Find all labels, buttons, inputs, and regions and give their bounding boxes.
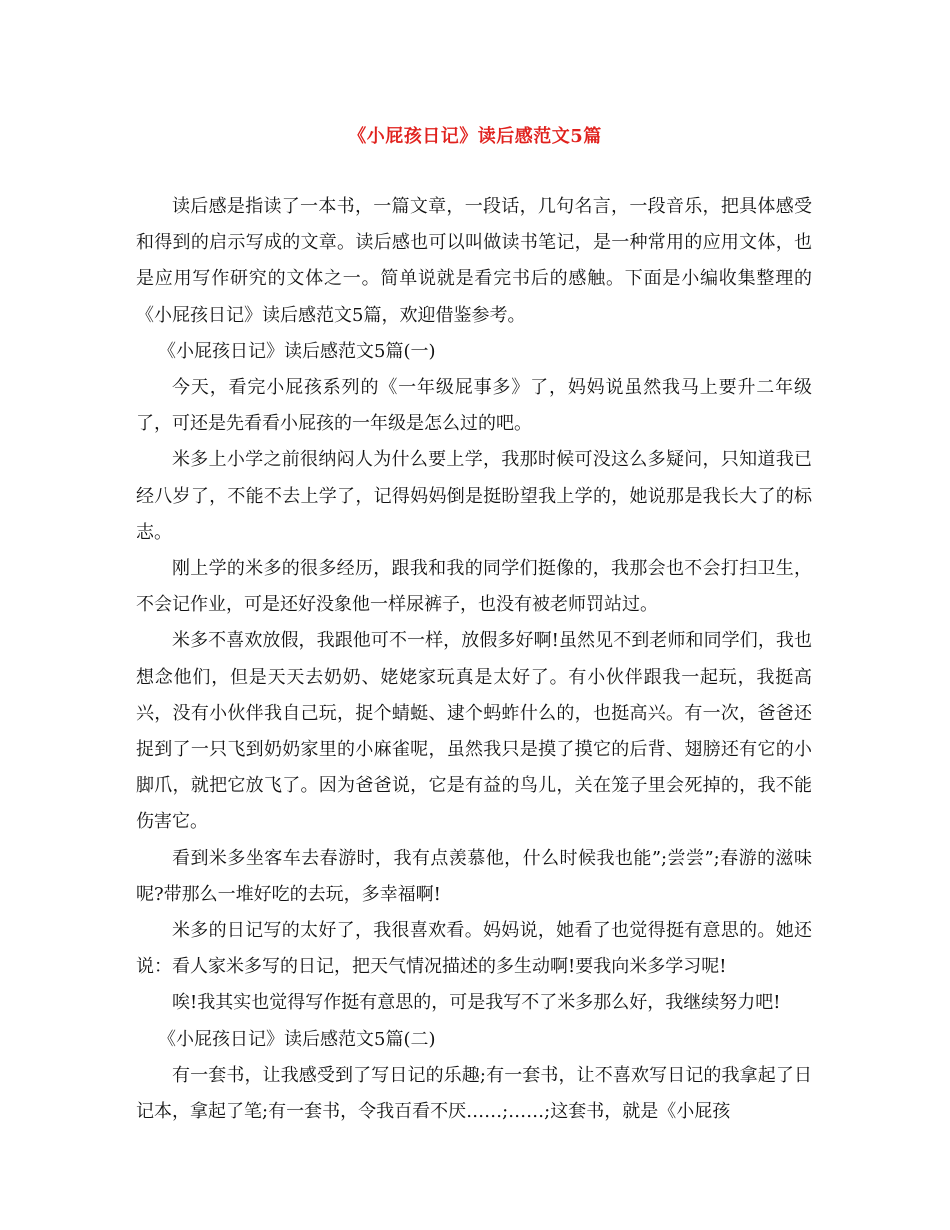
section-heading-1: 《小屁孩日记》读后感范文5篇(一) [158, 340, 436, 362]
body-paragraph: 刚上学的米多的很多经历，跟我和我的同学们挺像的，我那会也不会打扫卫生，不会记作业，可是还好没象他一样尿裤子，也没有被老师罚站过。 [136, 558, 812, 616]
section-heading-2: 《小屁孩日记》读后感范文5篇(二) [158, 1028, 436, 1050]
body-paragraph: 唉!我其实也觉得写作挺有意思的，可是我写不了米多那么好，我继续努力吧! [172, 992, 781, 1014]
document-body [136, 189, 812, 1130]
document-title: 《小屁孩日记》读后感范文5篇 [348, 126, 602, 147]
body-paragraph: 米多上小学之前很纳闷人为什么要上学，我那时候可没这么多疑问，只知道我已经八岁了，不能不去上学了，记得妈妈倒是挺盼望我上学的，她说那是我长大了的标志。 [136, 449, 812, 543]
body-paragraph: 看到米多坐客车去春游时，我有点羡慕他，什么时候我也能”;尝尝”;春游的滋味呢?带那么一堆好吃的去玩，多幸福啊! [136, 847, 812, 905]
body-paragraph: 米多不喜欢放假，我跟他可不一样，放假多好啊!虽然见不到老师和同学们，我也想念他们，但是天天去奶奶、姥姥家玩真是太好了。有小伙伴跟我一起玩，我挺高兴，没有小伙伴我自己玩，捉个蜻蜓、逮个蚂蚱什么的，也挺高兴。有一次，爸爸还捉到了一只飞到奶奶家里的小麻雀呢，虽然我只是摸了摸它的后背、翅膀还有它的小脚爪，就把它放飞了。因为爸爸说，它是有益的鸟儿，关在笼子里会死掉的，我不能伤害它。 [136, 630, 812, 833]
body-paragraph: 今天，看完小屁孩系列的《一年级屁事多》了，妈妈说虽然我马上要升二年级了，可还是先看看小屁孩的一年级是怎么过的吧。 [136, 377, 812, 435]
intro-paragraph: 读后感是指读了一本书，一篇文章，一段话，几句名言，一段音乐，把具体感受和得到的启示写成的文章。读后感也可以叫做读书笔记，是一种常用的应用文体，也是应用写作研究的文体之一。简单说就是看完书后的感触。下面是小编收集整理的《小屁孩日记》读后感范文5篇，欢迎借鉴参考。 [136, 196, 812, 326]
body-paragraph: 有一套书，让我感受到了写日记的乐趣;有一套书，让不喜欢写日记的我拿起了日记本，拿起了笔;有一套书，令我百看不厌……;……;这套书，就是《小屁孩 [136, 1064, 812, 1123]
body-paragraph: 米多的日记写的太好了，我很喜欢看。妈妈说，她看了也觉得挺有意思的。她还说：看人家米多写的日记，把天气情况描述的多生动啊!要我向米多学习呢! [136, 920, 812, 978]
